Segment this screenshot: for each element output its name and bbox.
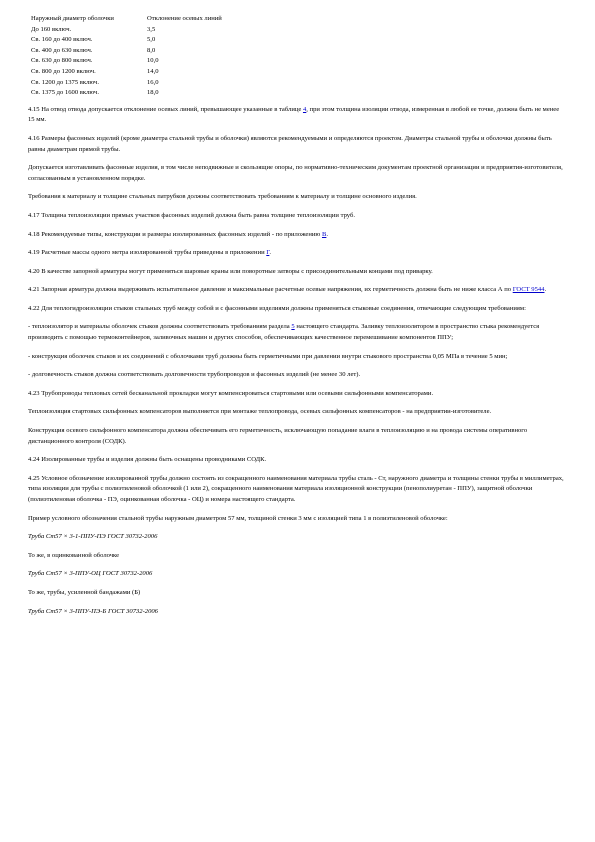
paragraph-4-16: 4.16 Размеры фасонных изделий (кроме диаметра стальной трубы и оболочки) являются рекомендуемыми и определяются проектом. Диаметры стальной трубы и оболочки должны быть равны диаметрам прямой трубы. bbox=[28, 134, 552, 153]
paragraph-4-23-c: Конструкция осевого сильфонного компенсатора должна обеспечивать его герметичность, исключающую попадание влаги в теплоизоляцию и на провода системы оперативного дистанционного контроля (СОДК). bbox=[28, 427, 528, 445]
example-label-2: То же, в оцинкованной оболочке bbox=[28, 551, 120, 559]
table-row bbox=[31, 25, 222, 36]
italic-text: Труба Ст57 × 3-1-ППУ-ПЭ ГОСТ 30732-2006 bbox=[28, 533, 158, 541]
paragraph-4-20: 4.20 В качестве запорной арматуры могут применяться шаровые краны или поворотные затворы с присоединительными концами под приварку. bbox=[28, 267, 433, 275]
table-row bbox=[31, 56, 222, 67]
paragraph-4-25-b: Пример условного обозначения стальной трубы наружным диаметром 57 мм, толщиной стенки 3 мм с изоляцией типа 1 в полиэтиленовой оболочке: bbox=[28, 514, 448, 522]
table-cell: Св. 800 до 1200 включ. bbox=[31, 67, 96, 75]
paragraph-4-16-c: Требования к материалу и толщине стальных патрубков должны соответствовать требованиям к материалу и толщине основного изделия. bbox=[28, 193, 417, 201]
example-label-3: То же, трубы, усиленной бандажами (Б) bbox=[28, 588, 141, 596]
table-header-cell: Отклонение осевых линий bbox=[147, 15, 222, 22]
appendix-g-link[interactable]: Г bbox=[266, 249, 270, 257]
table-cell: 18,0 bbox=[147, 89, 159, 97]
example-designation-1 bbox=[28, 532, 567, 543]
italic-text: Труба Ст57 × 3-ППУ-ПЭ-Б ГОСТ 30732-2006 bbox=[28, 607, 158, 615]
text: 4.21 Запорная арматура должна выдерживать испытательное давление и максимальные расчетные осевые напряжения, их герметичность должна быть не ниже класса А по bbox=[28, 286, 513, 294]
table-row bbox=[31, 88, 222, 99]
table-cell: 8,0 bbox=[147, 46, 156, 54]
paragraph-4-22-c: - долговечность стыков должна соответствовать долговечности трубопроводов и фасонных изделий (не менее 30 лет). bbox=[28, 371, 361, 379]
table-cell: Св. 1200 до 1375 включ. bbox=[31, 78, 100, 86]
deviation-table bbox=[31, 14, 222, 99]
paragraph-4-25: 4.25 Условное обозначение изолированной трубы должно состоять из сокращенного наименования материала трубы сталь - Ст, наружного диаметра и толщины стенки трубы в миллиметрах, типа изоляции для трубы с полиэтиленовой оболочкой (1 или 2), сокращенного наименования материала изоляционной конструкции (пенополиуретан - ППУ), защитной оболочки (полиэтиленовая оболочка - ПЭ, оцинкованная оболочка - ОЦ) и номера настоящего стандарта. bbox=[28, 474, 564, 503]
italic-text: Труба Ст57 × 3-ППУ-ОЦ ГОСТ 30732-2006 bbox=[28, 570, 153, 578]
text: - теплоизолятор и материалы оболочек стыков должны соответствовать требованиям раздела bbox=[28, 323, 292, 331]
text: . bbox=[326, 230, 329, 238]
table-cell: 5,0 bbox=[147, 36, 156, 44]
example-designation-3 bbox=[28, 607, 567, 618]
paragraph-4-24: 4.24 Изолированные трубы и изделия должны быть оснащены проводниками СОДК. bbox=[28, 456, 267, 464]
paragraph-4-22-b: - конструкция оболочек стыков и их соединений с оболочками труб должны быть герметичными при давлении внутри стыкового пространства 0,05 МПа в течение 5 мин; bbox=[28, 352, 508, 360]
table-row bbox=[31, 46, 222, 57]
table-4-link[interactable]: 4 bbox=[302, 105, 307, 113]
table-cell: Св. 1375 до 1600 включ. bbox=[31, 89, 100, 97]
section-5-link[interactable]: 5 bbox=[291, 323, 295, 331]
paragraph-4-15 bbox=[28, 105, 567, 126]
paragraph-4-22: 4.22 Для теплогидроизоляции стыков стальных труб между собой и с фасонными изделиями должны применяться стыковые соединения, отвечающие следующим требованиям: bbox=[28, 304, 526, 312]
text: 4.18 Рекомендуемые типы, конструкции и размеры изолированных фасонных изделий - по приложению bbox=[28, 230, 322, 238]
example-designation-2 bbox=[28, 569, 567, 580]
paragraph-4-17: 4.17 Толщина теплоизоляции прямых участков фасонных изделий должна быть равна толщине теплоизоляции труб. bbox=[28, 211, 355, 219]
table-row bbox=[31, 78, 222, 89]
paragraph-4-16-b: Допускается изготавливать фасонные изделия, в том числе неподвижные и скользящие опоры, по нормативно-техническим документам проектной организации и предприятия-изготовителя, согласованным в установленном порядке. bbox=[28, 164, 563, 182]
table-cell: До 160 включ. bbox=[31, 25, 72, 33]
text: . bbox=[544, 286, 547, 294]
paragraph-4-23: 4.23 Трубопроводы тепловых сетей бесканальной прокладки могут компенсироваться стартовыми или осевыми сильфонными компенсаторами. bbox=[28, 389, 434, 397]
table-header-row bbox=[31, 14, 222, 25]
text: настоящего стандарта. Заливку теплоизолятором в пространство стыка рекомендуется производить с помощью термоконтейнеров, заливочных машин и других способов, обеспечивающих качественное перемешивание компонентов ППУ; bbox=[28, 323, 540, 342]
paragraph-4-22-a bbox=[28, 322, 567, 343]
table-cell: Св. 630 до 800 включ. bbox=[31, 57, 93, 65]
paragraph-4-18 bbox=[28, 230, 567, 241]
table-cell: 16,0 bbox=[147, 78, 159, 86]
text: , при этом толщина изоляции отвода, измеренная в любой ее точке, должна быть не менее 15 мм. bbox=[28, 105, 560, 124]
paragraph-4-21 bbox=[28, 285, 567, 296]
text: 4.19 Расчетные массы одного метра изолированной трубы приведены в приложении bbox=[28, 249, 267, 257]
table-cell: 10,0 bbox=[147, 57, 159, 65]
table-row bbox=[31, 35, 222, 46]
paragraph-4-23-b: Теплоизоляция стартовых сильфонных компенсаторов выполняется при монтаже теплопровода, осевых сильфонных компенсаторов - на предприятии-изготовителе. bbox=[28, 408, 492, 416]
table-cell: 3,5 bbox=[147, 25, 156, 33]
paragraph-4-19 bbox=[28, 248, 567, 259]
table-row bbox=[31, 67, 222, 78]
text: 4.15 На отвод отвода допускается отклонение осевых линий, превышающее указанные в таблице bbox=[28, 105, 303, 113]
table-cell: Св. 400 до 630 включ. bbox=[31, 46, 93, 54]
gost-9544-link[interactable]: ГОСТ 9544 bbox=[512, 286, 545, 294]
table-header-cell: Наружный диаметр оболочки bbox=[31, 15, 114, 22]
table-cell: 14,0 bbox=[147, 67, 159, 75]
text: . bbox=[269, 249, 272, 257]
appendix-v-link[interactable]: В bbox=[321, 230, 327, 238]
table-cell: Св. 160 до 400 включ. bbox=[31, 36, 93, 44]
